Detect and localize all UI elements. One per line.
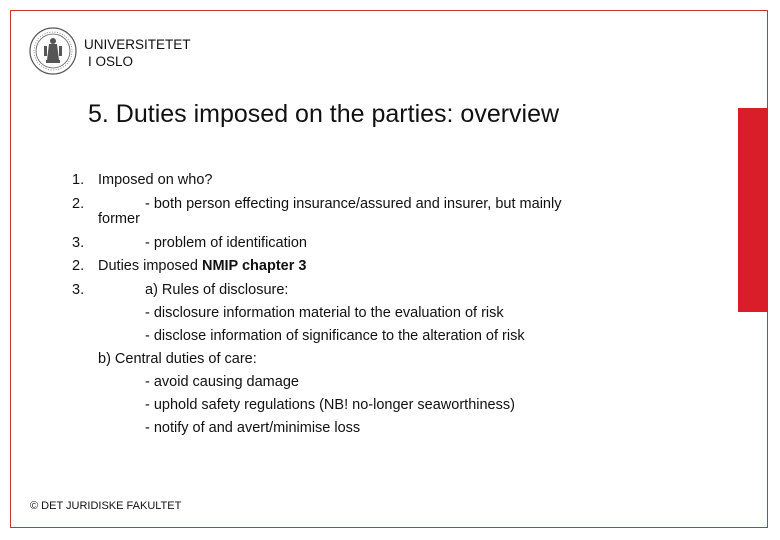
list-item: - disclose information of significance to the alteration of risk <box>145 328 525 344</box>
list-number: 2. <box>72 258 85 274</box>
list-number: 2. <box>72 196 85 212</box>
list-number: 3. <box>72 282 85 298</box>
list-item: - problem of identification <box>145 235 307 251</box>
list-number: 1. <box>72 172 85 188</box>
list-item: b) Central duties of care: <box>98 351 257 367</box>
university-name <box>84 36 191 70</box>
list-item: - notify of and avert/minimise loss <box>145 420 361 436</box>
accent-bar <box>738 108 768 312</box>
university-line-1: UNIVERSITETET <box>84 37 191 52</box>
list-item <box>98 258 306 274</box>
university-line-2: I OSLO <box>88 54 134 69</box>
list-item: - both person effecting insurance/assured and insurer, but mainly <box>145 196 562 212</box>
list-item: a) Rules of disclosure: <box>145 282 289 298</box>
list-item: - avoid causing damage <box>145 374 299 390</box>
list-item: - uphold safety regulations (NB! no-longer seaworthiness) <box>145 397 515 413</box>
slide-title: 5. Duties imposed on the parties: overview <box>88 100 560 128</box>
list-item: - disclosure information material to the evaluation of risk <box>145 305 504 321</box>
university-seal-logo <box>28 26 78 76</box>
list-item: Imposed on who? <box>98 172 213 188</box>
list-item-bold: NMIP chapter 3 <box>201 258 307 274</box>
list-number: 3. <box>72 235 85 251</box>
footer-copyright: © DET JURIDISKE FAKULTET <box>30 500 182 512</box>
list-item-text: Duties imposed <box>98 258 202 274</box>
list-item: former <box>98 211 140 227</box>
